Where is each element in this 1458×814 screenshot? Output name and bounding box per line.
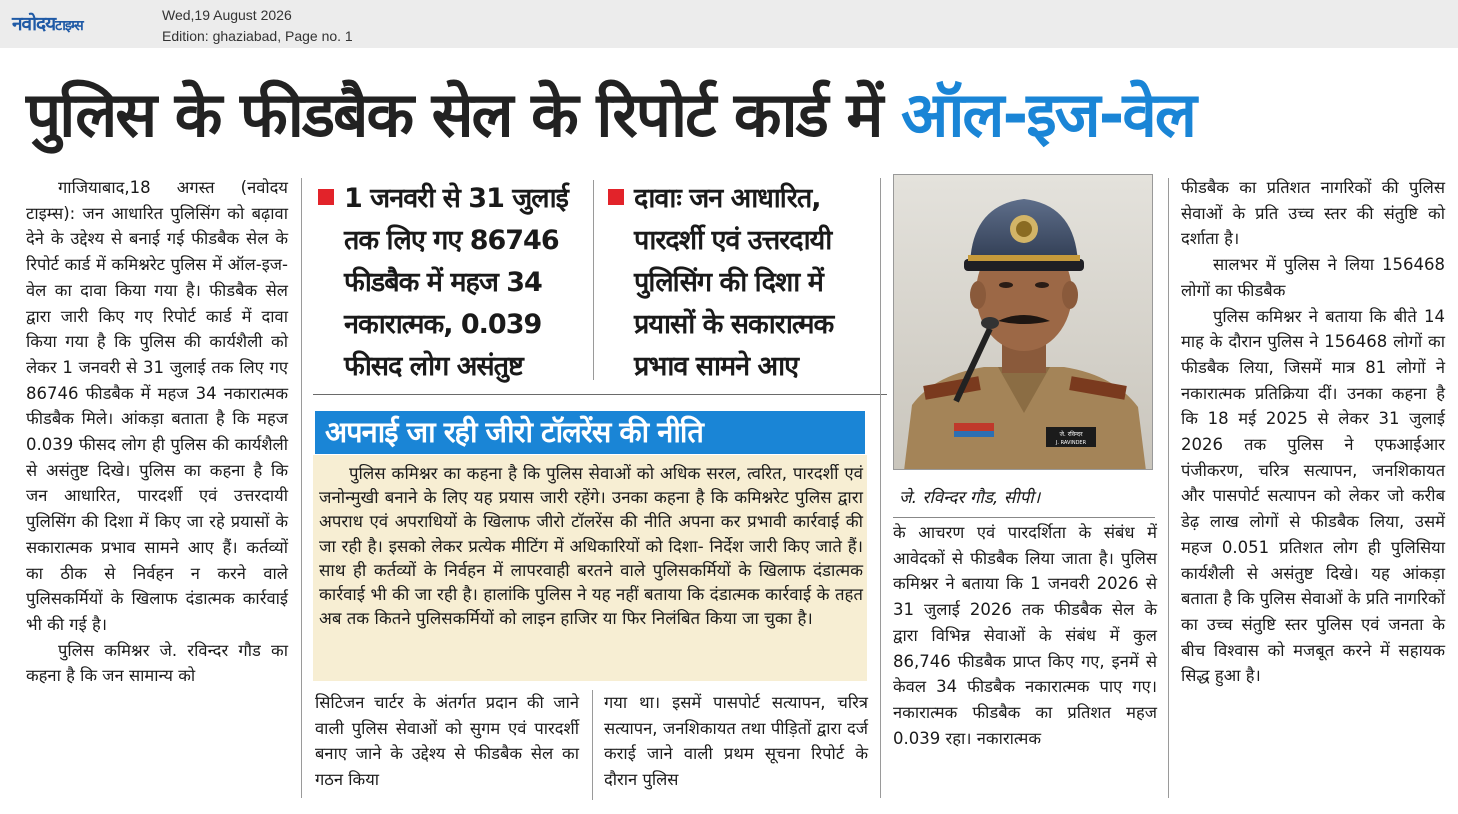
logo-sub: टाइम्स: [55, 18, 83, 34]
highlight-1-line-3: फीडबैक में महज 34: [344, 267, 542, 298]
article-column-3: [604, 690, 868, 793]
article-headline: [26, 70, 1446, 160]
highlight-box-2: [608, 178, 886, 388]
col3-paragraph: गया था। इसमें पासपोर्ट सत्यापन, चरित्र सत्यापन, जनशिकायत तथा पीड़ितों द्वारा दर्ज कराई जाने वाली प्रथम सूचना रिपोर्ट के दौरान पुलिस: [604, 693, 868, 790]
col5-paragraph-3: पुलिस कमिश्नर ने बताया कि बीते 14 माह के दौरान पुलिस ने 156468 लोगों का फीडबैक लिया, जिसमें मात्र 81 लोगों ने नकारात्मक प्रतिक्रिया दीं। उनका कहना है कि 18 मई 2025 से लेकर 31 जुलाई 2026 तक पुलिस ने एफआईआर पंजीकरण, चरित्र सत्यापन, जनशिकायत और पासपोर्ट सत्यापन को लेकर जो करीब डेढ़ लाख लोगों से फीडबैक लिया, उसमें महज 0.051 प्रतिशत लोग ही पुलिसिया कार्यशैली से असंतुष्ट दिखे। यह आंकड़ा बताता है कि पुलिस सेवाओं के प्रति नागरिकों का उच्च संतुष्टि स्तर पुलिस एवं जनता के बीच विश्वास को मजबूत करने में सहायक सिद्ध हुआ है।: [1181, 306, 1445, 686]
highlight-2-line-3: पुलिसिंग की दिशा में: [634, 267, 823, 298]
article-column-4: [893, 520, 1157, 751]
shaded-paragraph: पुलिस कमिश्नर का कहना है कि पुलिस सेवाओं को अधिक सरल, त्वरित, पारदर्शी एवं जनोन्मुखी बनाने के लिए यह प्रयास जारी रहेंगे। उनका कहना है कि कमिश्नरेट पुलिस द्वारा अपराध एवं अपराधियों के खिलाफ जीरो टॉलरेंस की नीति अपना कर प्रभावी कार्रवाई की जा रही है। इसको लेकर प्रत्येक मीटिंग में अधिकारियों को दिशा- निर्देश जारी किए जाते हैं। साथ ही कर्तव्यों के निर्वहन में लापरवाही बरतने वाले पुलिसकर्मियों के खिलाफ दंडात्मक कार्रवाई भी की जा रही है। हालांकि पुलिस ने यह नहीं बताया कि दंडात्मक कार्रवाई के तहत अब तक कितने पुलिसकर्मियों को लाइन हाजिर या फिर निलंबित किया जा चुका है।: [319, 463, 863, 629]
highlight-2-line-5: प्रभाव सामने आए: [634, 351, 799, 382]
edition-info: Edition: ghaziabad, Page no. 1: [162, 28, 353, 44]
edition-date: Wed,19 August 2026: [162, 7, 292, 23]
highlight-1-line-2: तक लिए गए 86746: [344, 225, 559, 256]
article-column-5: [1181, 175, 1445, 689]
column-divider: [593, 180, 594, 380]
edition-meta: [162, 5, 353, 47]
highlight-1-line-4: नकारात्मक, 0.039: [344, 309, 542, 340]
red-bullet-icon: [318, 189, 334, 205]
col1-paragraph-2: पुलिस कमिश्नर जे. रविन्दर गौड का कहना है कि जन सामान्य को: [26, 640, 288, 686]
photo-caption: जे. रविन्दर गौड, सीपी।: [893, 478, 1155, 518]
highlight-2-line-2: पारदर्शी एवं उत्तरदायी: [634, 225, 832, 256]
column-divider: [880, 178, 881, 798]
col5-paragraph-1: फीडबैक का प्रतिशत नागरिकों की पुलिस सेवाओं के प्रति उच्च स्तर की संतुष्टि को दर्शाता है।: [1181, 178, 1445, 249]
name-tag-text: जे. रविन्दर: [1059, 431, 1083, 438]
red-bullet-icon: [608, 189, 624, 205]
highlight-divider: [313, 394, 887, 395]
commissioner-portrait-image: [894, 175, 1153, 470]
highlight-1-text-1: 1 जनवरी से 31 जुलाई: [344, 183, 568, 214]
highlight-2-text-1: दावाः जन आधारित,: [634, 183, 821, 214]
article-column-2: [315, 690, 579, 793]
column-divider: [592, 690, 593, 800]
article-column-1: [26, 175, 288, 689]
highlight-1-line-5: फीसद लोग असंतुष्ट: [344, 351, 523, 382]
headline-highlight: ऑल-इज-वेल: [901, 78, 1195, 151]
col5-paragraph-2: सालभर में पुलिस ने लिया 156468 लोगों का फीडबैक: [1181, 255, 1445, 300]
col1-paragraph-1: गाजियाबाद,18 अगस्त (नवोदय टाइम्स): जन आधारित पुलिसिंग को बढ़ावा देने के उद्देश्य से बनाई गई फीडबैक सेल के रिपोर्ट कार्ड में कमिश्नरेट पुलिस में ऑल-इज-वेल का दावा किया गया है। फीडबैक सेल द्वारा जारी किए गए रिपोर्ट कार्ड में दावा किया गया है कि पुलिस की कार्यशैली को लेकर 1 जनवरी से 31 जुलाई तक लिए गए 86746 फीडबैक में महज 34 नकारात्मक फीडबैक मिले। आंकड़ा बताता है कि महज 0.039 फीसद लोग ही पुलिस की कार्यशैली से असंतुष्ट दिखे। पुलिस का कहना है कि जन आधारित, पारदर्शी एवं उत्तरदायी पुलिसिंग की दिशा में किए जा रहे प्रयासों के सकारात्मक प्रभाव सामने आए हैं। कर्तव्यों का ठीक से निर्वहन न करने वाले पुलिसकर्मियों के खिलाफ दंडात्मक कार्रवाई भी की गई है।: [26, 178, 288, 634]
masthead-bar: [0, 0, 1458, 48]
headline-main: पुलिस के फीडबैक सेल के रिपोर्ट कार्ड में: [26, 78, 882, 151]
name-tag-text-english: J. RAVINDER: [1055, 440, 1087, 446]
shaded-text-box: [313, 455, 867, 681]
newspaper-logo[interactable]: [12, 10, 83, 36]
col2-paragraph: सिटिजन चार्टर के अंतर्गत प्रदान की जाने वाली पुलिस सेवाओं को सुगम एवं पारदर्शी बनाए जाने के उद्देश्य से फीडबैक सेल का गठन किया: [315, 693, 579, 790]
subheading-banner: अपनाई जा रही जीरो टॉलरेंस की नीति: [315, 411, 865, 454]
police-commissioner-photo[interactable]: [893, 174, 1153, 470]
column-divider: [301, 178, 302, 798]
logo-main: नवोदय: [12, 13, 56, 35]
col4-paragraph: के आचरण एवं पारदर्शिता के संबंध में आवेदकों से फीडबैक लिया जाता है। पुलिस कमिश्नर ने बताया कि 1 जनवरी 2026 से 31 जुलाई 2026 तक फीडबैक सेल के द्वारा विभिन्न सेवाओं के संबंध में कुल 86,746 फीडबैक प्राप्त किए गए, इनमें से केवल 34 फीडबैक नकारात्मक पाए गए। नकारात्मक फीडबैक का प्रतिशत महज 0.039 रहा। नकारात्मक: [893, 523, 1157, 748]
column-divider: [1168, 178, 1169, 798]
highlight-box-1: [318, 178, 588, 388]
highlight-2-line-4: प्रयासों के सकारात्मक: [634, 309, 834, 340]
highlight-1-line-1: [318, 178, 588, 220]
highlight-2-line-1: [608, 178, 886, 220]
